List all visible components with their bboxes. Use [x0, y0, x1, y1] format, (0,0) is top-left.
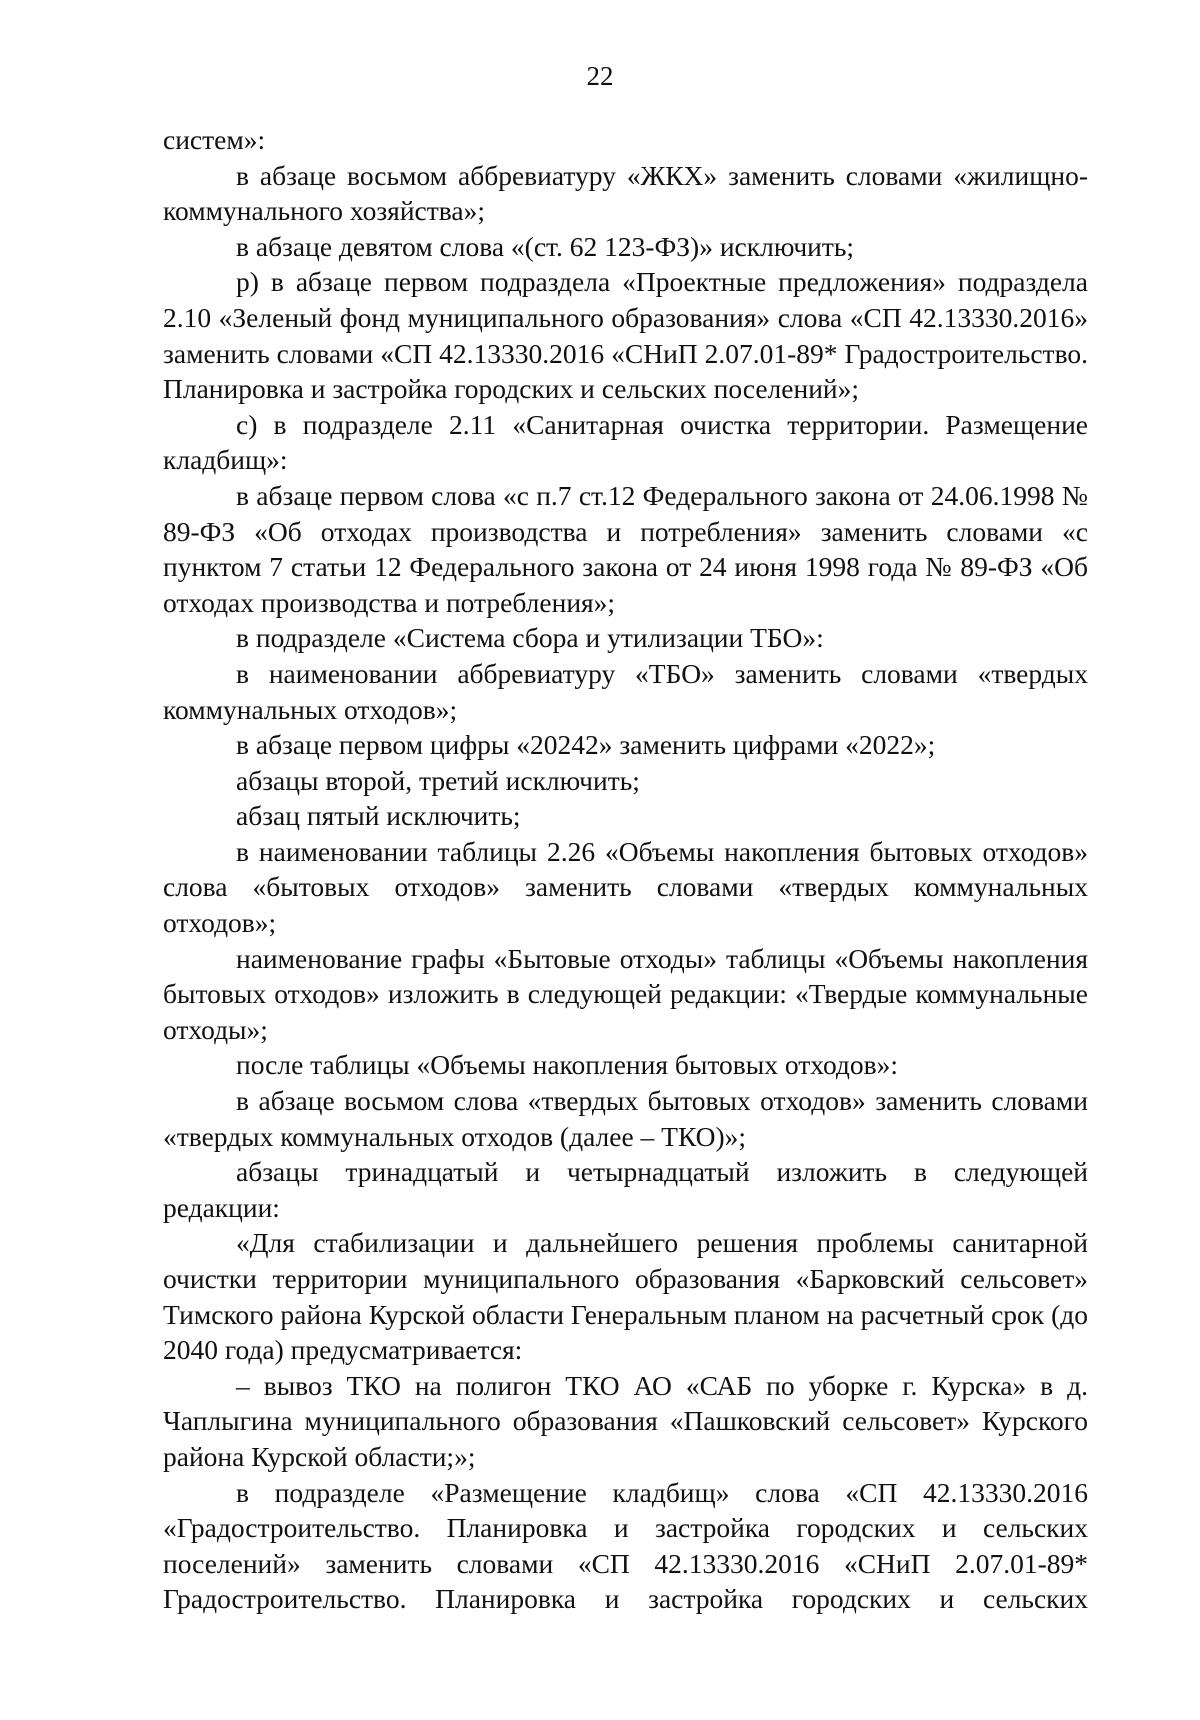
- paragraph: в подразделе «Размещение кладбищ» слова «СП 42.13330.2016 «Градостроительство. Планировка и застройка городских и сельских поселений» заменить словами «СП 42.13330.2016 «СНиП 2.07.01-89* Градостроительство. Планировка и застройка городских и сельских: [163, 1476, 1088, 1615]
- paragraph: в абзаце девятом слова «(ст. 62 123-ФЗ)» исключить;: [236, 230, 855, 262]
- paragraph: в абзаце первом слова «с п.7 ст.12 Федерального закона от 24.06.1998 № 89-ФЗ «Об отходах производства и потребления» заменить словами «с пунктом 7 статьи 12 Федерального закона от 24 июня 1998 года № 89-ФЗ «Об отходах производства и потребления»;: [163, 479, 1088, 618]
- paragraph: абзацы тринадцатый и четырнадцатый изложить в следующей редакции:: [163, 1156, 1088, 1223]
- paragraph: в наименовании аббревиатуру «ТБО» заменить словами «твердых коммунальных отходов»;: [163, 657, 1088, 725]
- paragraph: абзац пятый исключить;: [236, 800, 521, 832]
- paragraph: в абзаце первом цифры «20242» заменить цифрами «2022»;: [236, 729, 936, 761]
- paragraph: в абзаце восьмом аббревиатуру «ЖКХ» заменить словами «жилищно-коммунального хозяйства»;: [163, 159, 1088, 227]
- paragraph: систем»:: [163, 124, 266, 155]
- paragraph: наименование графы «Бытовые отходы» таблицы «Объемы накопления бытовых отходов» изложить в следующей редакции: «Твердые коммунальные отходы»;: [163, 942, 1088, 1045]
- paragraph: после таблицы «Объемы накопления бытовых отходов»:: [236, 1049, 899, 1081]
- document-body: [163, 122, 1088, 1617]
- paragraph: с) в подразделе 2.11 «Санитарная очистка территории. Размещение кладбищ»:: [163, 408, 1088, 476]
- paragraph: в абзаце восьмом слова «твердых бытовых отходов» заменить словами «твердых коммунальных отходов (далее – ТКО)»;: [163, 1085, 1088, 1152]
- paragraph: в наименовании таблицы 2.26 «Объемы накопления бытовых отходов» слова «бытовых отходов» заменить словами «твердых коммунальных отходов»;: [163, 835, 1088, 939]
- paragraph: р) в абзаце первом подраздела «Проектные предложения» подраздела 2.10 «Зеленый фонд муниципального образования» слова «СП 42.13330.2016» заменить словами «СП 42.13330.2016 «СНиП 2.07.01-89* Градостроительство. Планировка и застройка городских и сельских поселений»;: [163, 266, 1088, 405]
- page-number: 22: [586, 61, 614, 91]
- paragraph: – вывоз ТКО на полигон ТКО АО «САБ по уборке г. Курска» в д. Чаплыгина муниципального образования «Пашковский сельсовет» Курского района Курской области;»;: [163, 1369, 1088, 1472]
- paragraph: «Для стабилизации и дальнейшего решения проблемы санитарной очистки территории муниципального образования «Барковский сельсовет» Тимского района Курской области Генеральным планом на расчетный срок (до 2040 года) предусматривается:: [163, 1227, 1088, 1366]
- paragraph: в подразделе «Система сбора и утилизации ТБО»:: [236, 622, 824, 654]
- paragraph: абзацы второй, третий исключить;: [236, 764, 640, 796]
